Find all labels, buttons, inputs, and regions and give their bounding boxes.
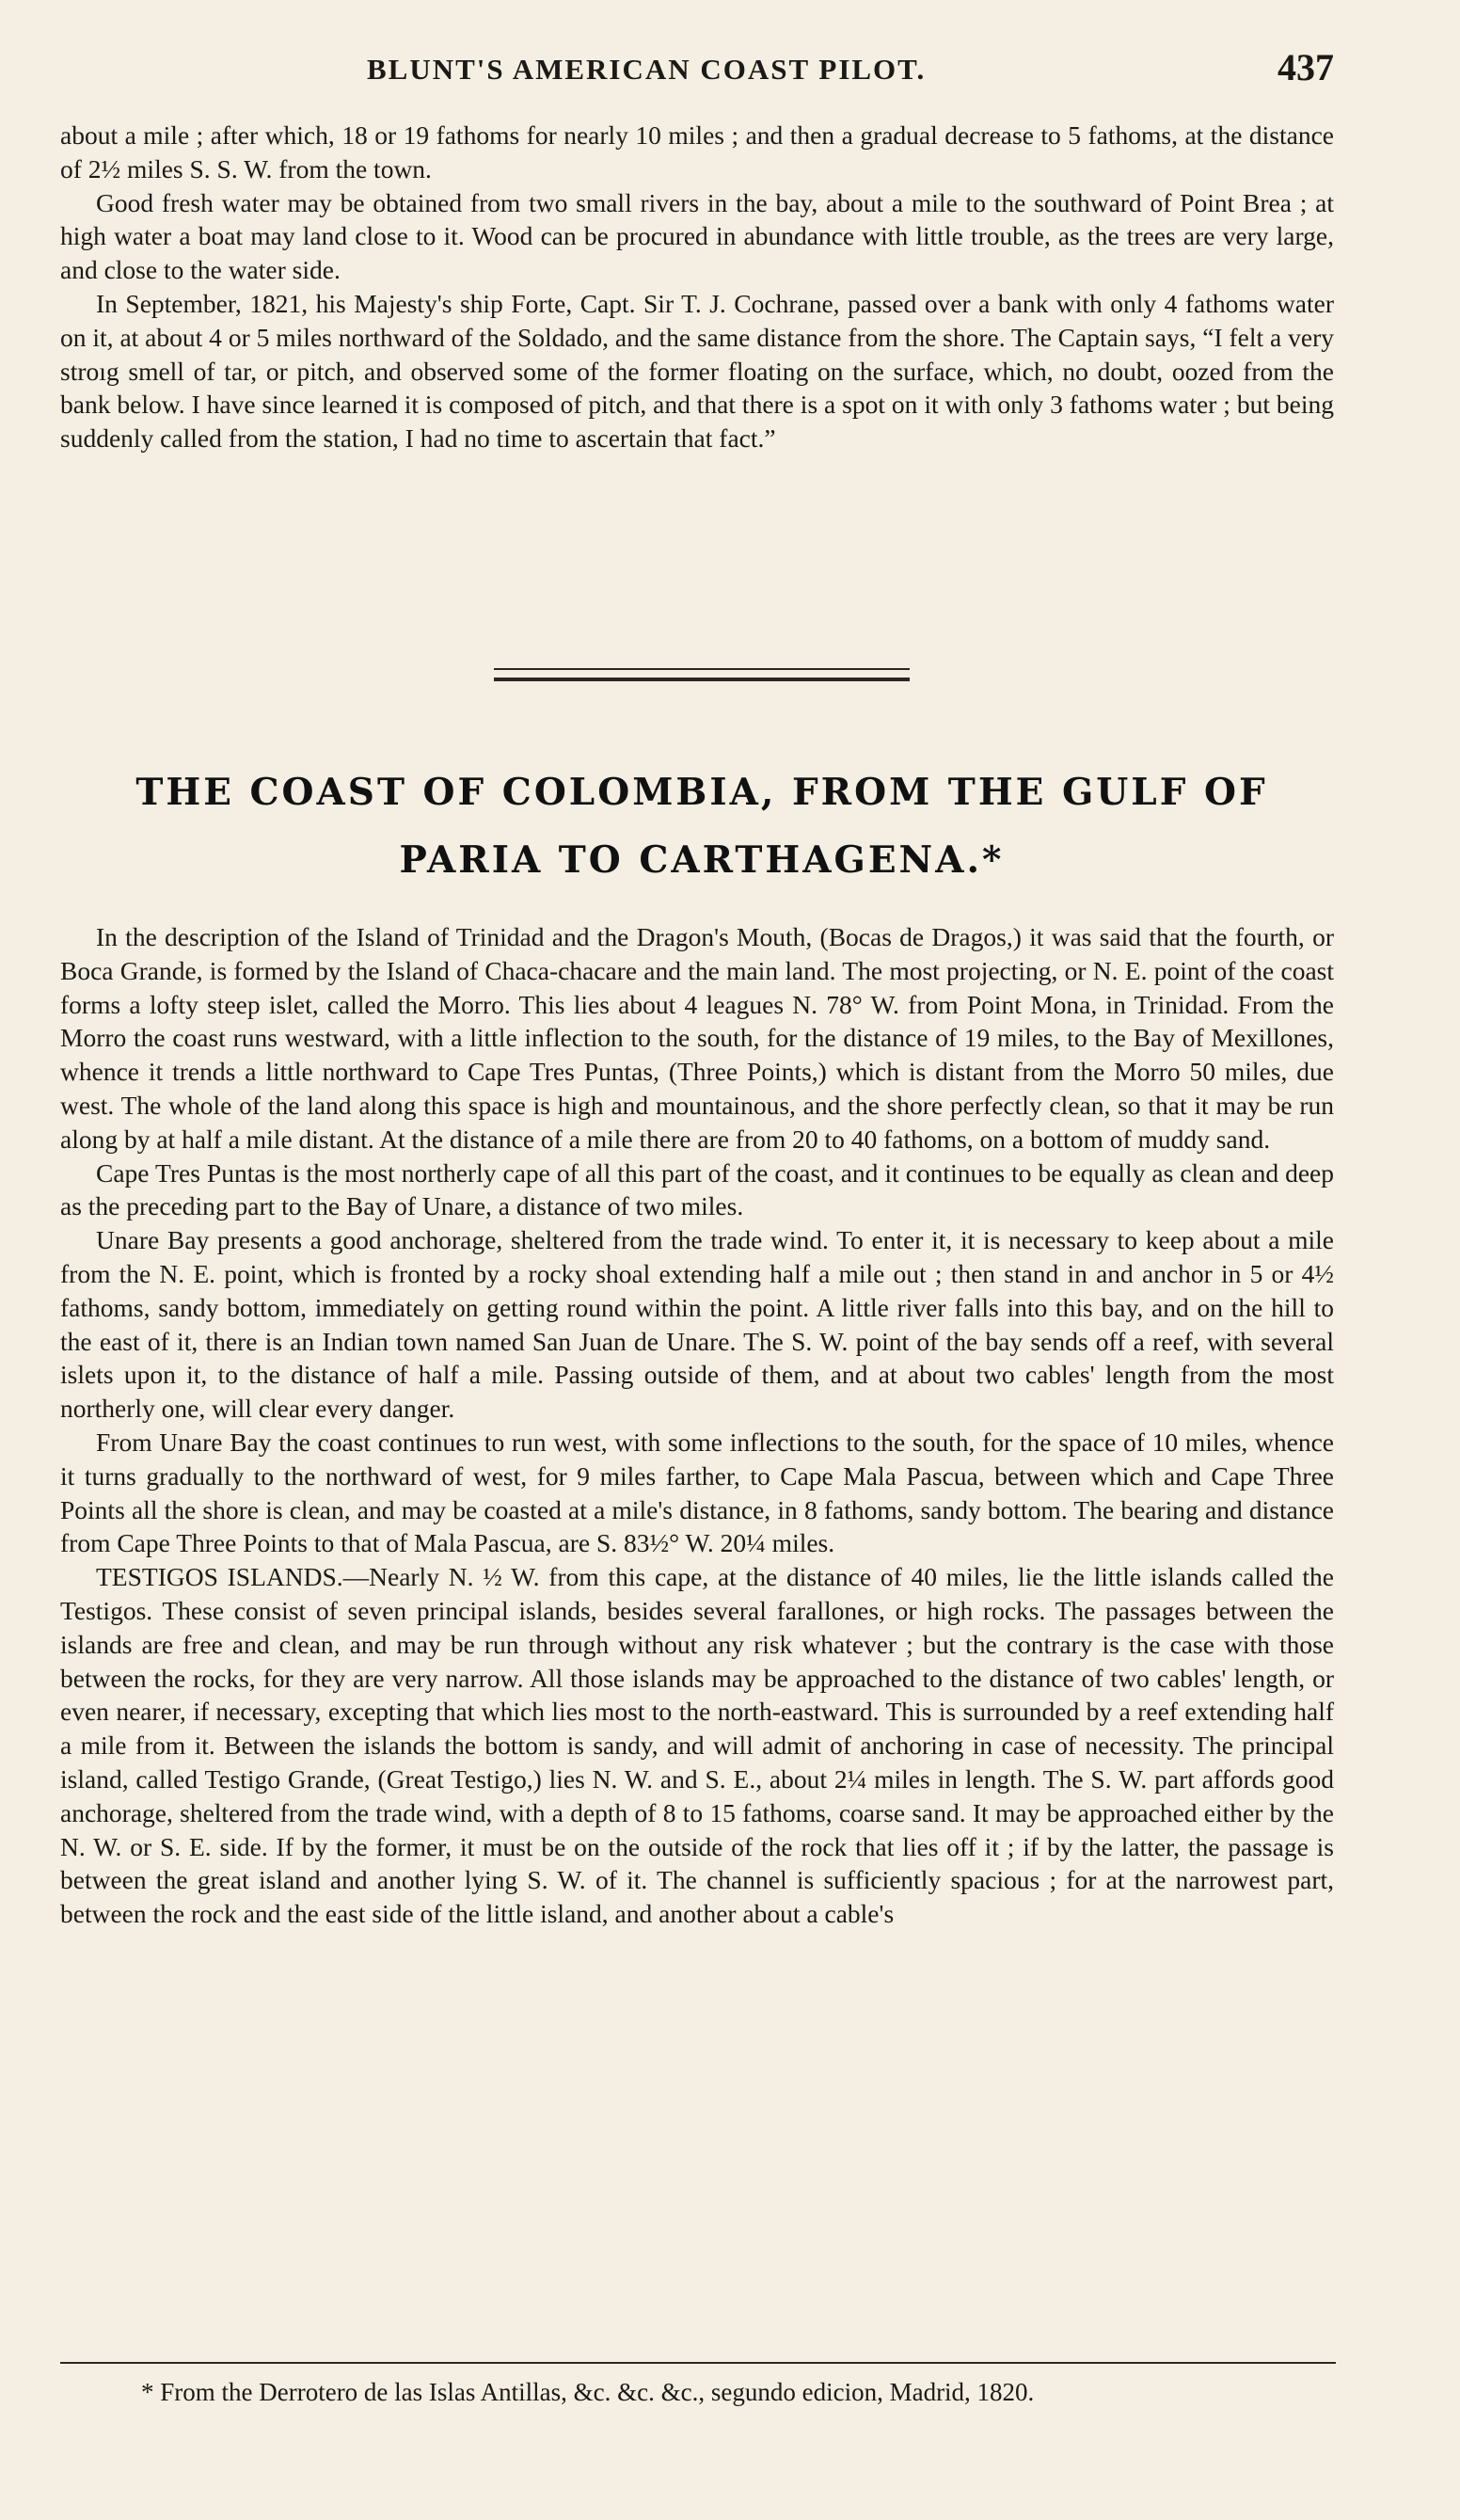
- section-divider: [494, 668, 910, 681]
- paragraph: Cape Tres Puntas is the most northerly cape of all this part of the coast, and it continues to be equally as clean and deep as the preceding part to the Bay of Unare, a distance of two miles.: [60, 1157, 1334, 1221]
- paragraph: In the description of the Island of Trinidad and the Dragon's Mouth, (Bocas de Dragos,) it was said that the fourth, or Boca Grande, is formed by the Island of Chaca-chacare and the main land. The most projecting, or N. E. point of the coast forms a lofty steep islet, called the Morro. This lies about 4 leagues N. 78° W. from Point Mona, in Trinidad. From the Morro the coast runs westward, with a little inflection to the south, for the distance of 19 miles, to the Bay of Mexillones, whence it trends a little northward to Cape Tres Puntas, (Three Points,) which is distant from the Morro 50 miles, due west. The whole of the land along this space is high and mountainous, and the shore perfectly clean, so that it may be run along by at half a mile distant. At the distance of a mile there are from 20 to 40 fathoms, on a bottom of muddy sand.: [60, 922, 1334, 1154]
- paragraph: From Unare Bay the coast continues to run west, with some inflections to the south, for the space of 10 miles, whence it turns gradually to the northward of west, for 9 miles farther, to Cape Mala Pascua, between which and Cape Three Points all the shore is clean, and may be coasted at a mile's distance, in 8 fathoms, sandy bottom. The bearing and distance from Cape Three Points to that of Mala Pascua, are S. 83½° W. 20¼ miles.: [60, 1427, 1334, 1558]
- footnote: * From the Derrotero de las Islas Antillas, &c. &c. &c., segundo edicion, Madrid, 1820.: [141, 2378, 1035, 2406]
- footnote-divider: [60, 2362, 1336, 2364]
- top-section-text: [60, 119, 1334, 455]
- paragraph: In September, 1821, his Majesty's ship Forte, Capt. Sir T. J. Cochrane, passed over a bank with only 4 fathoms water on it, at about 4 or 5 miles northward of the Soldado, and the same distance from the shore. The Captain says, “I felt a very stroıg smell of tar, or pitch, and observed some of the former floating on the surface, which, no doubt, oozed from the bank below. I have since learned it is composed of pitch, and that there is a spot on it with only 3 fathoms water ; but being suddenly called from the station, I had no time to ascertain that fact.”: [60, 288, 1334, 454]
- page-number: 437: [1278, 46, 1334, 88]
- paragraph: Unare Bay presents a good anchorage, sheltered from the trade wind. To enter it, it is necessary to keep about a mile from the N. E. point, which is fronted by a rocky shoal extending half a mile out ; then stand in and anchor in 5 or 4½ fathoms, sandy bottom, immediately on getting round within the point. A little river falls into this bay, and on the hill to the east of it, there is an Indian town named San Juan de Unare. The S. W. point of the bay sends off a reef, with several islets upon it, to the distance of half a mile. Passing outside of them, and at about two cables' length from the most northerly one, will clear every danger.: [60, 1225, 1334, 1424]
- running-head: BLUNT'S AMERICAN COAST PILOT.: [367, 53, 927, 86]
- section-title-line-2: PARIA TO CARTHAGENA.*: [399, 838, 1005, 882]
- paragraph: Good fresh water may be obtained from two small rivers in the bay, about a mile to the southward of Point Brea ; at high water a boat may land close to it. Wood can be procured in abundance with little trouble, as the trees are very large, and close to the water side.: [60, 187, 1334, 285]
- section-title-line-1: THE COAST OF COLOMBIA, FROM THE GULF OF: [135, 771, 1268, 814]
- paragraph: TESTIGOS ISLANDS.—Nearly N. ½ W. from this cape, at the distance of 40 miles, lie the little islands called the Testigos. These consist of seven principal islands, besides several farallones, or high rocks. The passages between the islands are free and clean, and may be run through without any risk whatever ; but the contrary is the case with those between the rocks, for they are very narrow. All those islands may be approached to the distance of two cables' length, or even nearer, if necessary, excepting that which lies most to the north-eastward. This is surrounded by a reef extending half a mile from it. Between the islands the bottom is sandy, and will admit of anchoring in case of necessity. The principal island, called Testigo Grande, (Great Testigo,) lies N. W. and S. E., about 2¼ miles in length. The S. W. part affords good anchorage, sheltered from the trade wind, with a depth of 8 to 15 fathoms, coarse sand. It may be approached either by the N. W. or S. E. side. If by the former, it must be on the outside of the rock that lies off it ; if by the latter, the passage is between the great island and another lying S. W. of it. The channel is sufficiently spacious ; for at the narrowest part, between the rock and the east side of the little island, and another about a cable's: [60, 1562, 1334, 1929]
- main-section-text: [60, 920, 1334, 1931]
- paragraph: about a mile ; after which, 18 or 19 fathoms for nearly 10 miles ; and then a gradual decrease to 5 fathoms, at the distance of 2½ miles S. S. W. from the town.: [60, 120, 1334, 183]
